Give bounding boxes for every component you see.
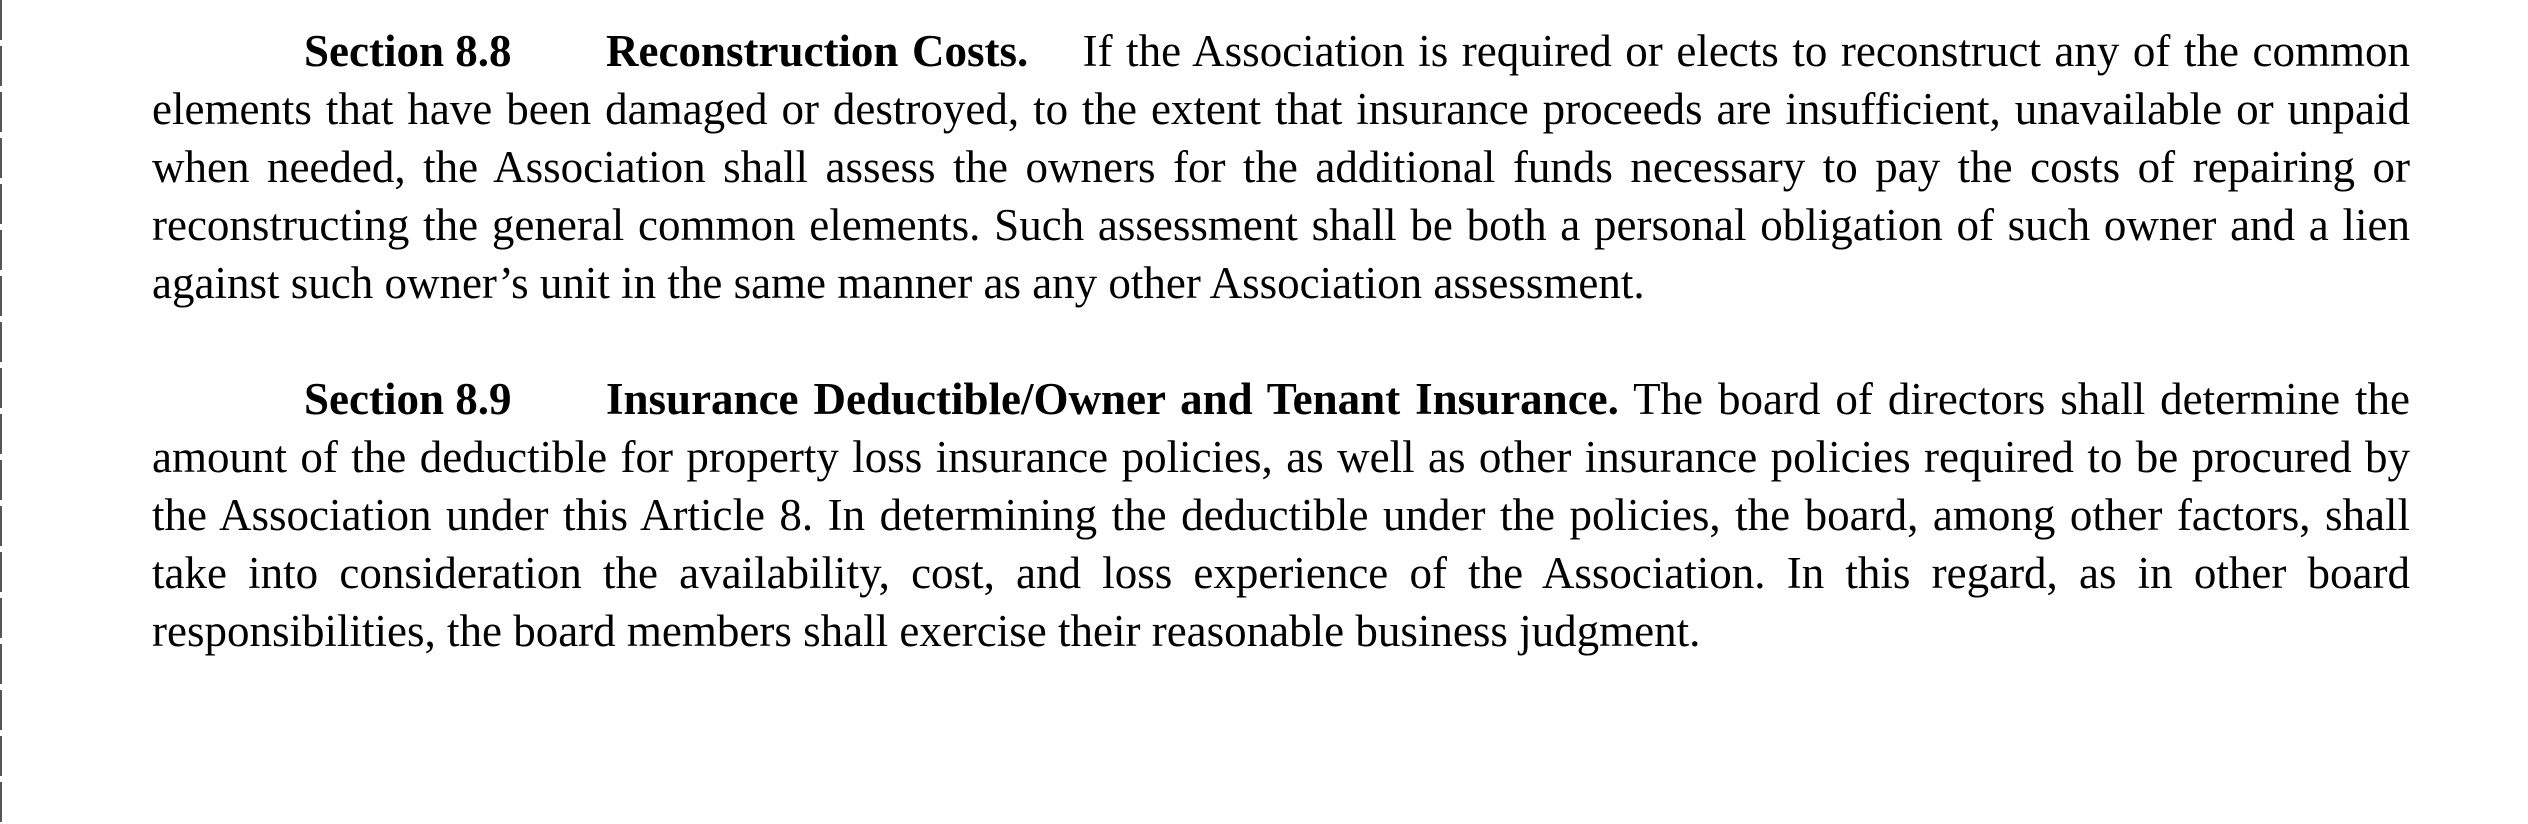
section-number: Section 8.8 xyxy=(304,26,512,76)
section-body: The board of directors shall determine the amount of the deductible for property loss insurance policies, as well as other insurance policies required to be procured by the Association under this Article 8. In determining the deductible under the policies, the board, among other factors, shall take into consideration the availability, cost, and loss experience of the Association. In this regard, as in other board responsibilities, the board members shall exercise their reasonable business judgment. xyxy=(152,374,2411,656)
left-margin-rule xyxy=(0,0,2,824)
section-8-8 xyxy=(152,22,2410,312)
section-title: Reconstruction Costs. xyxy=(606,26,1029,76)
section-title: Insurance Deductible/Owner and Tenant Insurance. xyxy=(606,374,1619,424)
section-8-9 xyxy=(152,370,2410,660)
document-page xyxy=(152,22,2410,660)
section-body: If the Association is required or elects to reconstruct any of the common elements that have been damaged or destroyed, to the extent that insurance proceeds are insufficient, unavailable or unpaid when needed, the Association shall assess the owners for the additional funds necessary to pay the costs of repairing or reconstructing the general common elements. Such assessment shall be both a personal obligation of such owner and a lien against such owner’s unit in the same manner as any other Association assessment. xyxy=(152,26,2411,308)
section-number: Section 8.9 xyxy=(304,374,512,424)
